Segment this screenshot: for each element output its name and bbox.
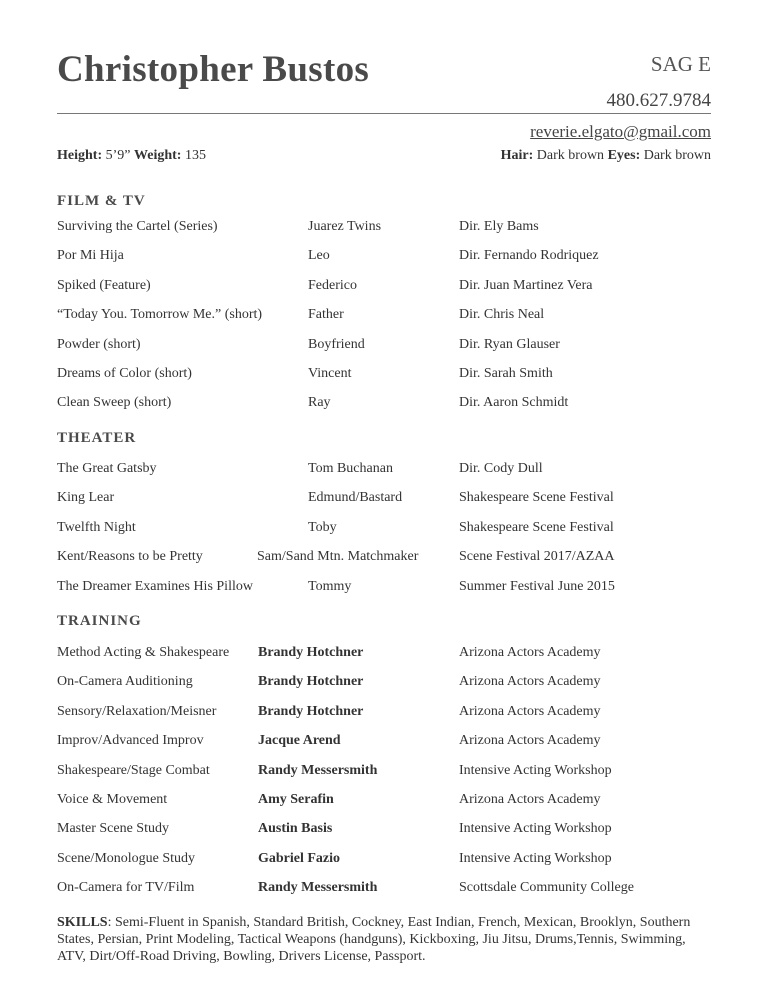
training-row [57, 704, 717, 733]
training-row [57, 851, 717, 880]
film-tv-row [57, 219, 717, 248]
course: Method Acting & Shakespeare [57, 645, 230, 660]
role: Ray [308, 395, 331, 411]
director: Dir. Juan Martinez Vera [459, 277, 593, 293]
training-row [57, 792, 717, 821]
venue: Shakespeare Scene Festival [459, 519, 614, 535]
school: Arizona Actors Academy [459, 733, 601, 749]
venue: Dir. Cody Dull [459, 461, 543, 476]
role: Edmund/Bastard [308, 490, 403, 506]
hair-eyes [501, 148, 711, 164]
play-title: Kent/Reasons to be Pretty [57, 549, 203, 565]
skills-label: SKILLS [57, 915, 108, 930]
role: Tom Buchanan [308, 461, 393, 476]
instructor: Gabriel Fazio [258, 850, 341, 866]
training-row [57, 645, 717, 674]
height-weight [57, 148, 206, 164]
project-title: Spiked (Feature) [57, 277, 151, 293]
role: Father [308, 307, 344, 323]
school: Scottsdale Community College [459, 880, 634, 896]
hair-value: Dark brown [536, 148, 605, 163]
union-status: SAG E [650, 52, 711, 76]
training-list [57, 645, 717, 910]
training-row [57, 733, 717, 762]
training-heading: TRAINING [57, 613, 142, 629]
course: Sensory/Relaxation/Meisner [57, 703, 217, 719]
course: On-Camera for TV/Film [57, 880, 195, 896]
weight-label: Weight: [134, 148, 182, 163]
eyes-value: Dark brown [643, 148, 711, 163]
email-link[interactable]: reverie.elgato@gmail.com [530, 122, 711, 141]
phone-number: 480.627.9784 [606, 90, 711, 111]
training-row [57, 763, 717, 792]
school: Arizona Actors Academy [459, 674, 601, 690]
project-title: Por Mi Hija [57, 248, 124, 264]
height-value: 5’9” [105, 148, 131, 163]
director: Dir. Ryan Glauser [459, 336, 560, 352]
school: Intensive Acting Workshop [459, 762, 612, 778]
theater-row [57, 490, 717, 519]
instructor: Austin Basis [258, 821, 333, 837]
role: Boyfriend [308, 336, 365, 352]
height-label: Height: [57, 148, 103, 163]
course: Master Scene Study [57, 821, 169, 837]
director: Dir. Aaron Schmidt [459, 395, 569, 411]
instructor: Brandy Hotchner [258, 703, 364, 719]
role: Toby [308, 519, 337, 535]
training-row [57, 880, 717, 909]
project-title: “Today You. Tomorrow Me.” (short) [57, 307, 263, 323]
theater-list [57, 461, 717, 608]
film-tv-row [57, 337, 717, 366]
course: Scene/Monologue Study [57, 850, 196, 866]
project-title: Powder (short) [57, 336, 141, 352]
school: Arizona Actors Academy [459, 703, 601, 719]
eyes-label: Eyes: [607, 148, 641, 163]
course: Shakespeare/Stage Combat [57, 762, 210, 778]
theater-row [57, 520, 717, 549]
instructor: Jacque Arend [258, 733, 341, 749]
play-title: The Dreamer Examines His Pillow [57, 578, 253, 594]
school: Intensive Acting Workshop [459, 821, 612, 837]
role: Tommy [308, 578, 352, 594]
project-title: Clean Sweep (short) [57, 395, 172, 411]
header-divider [57, 113, 711, 114]
role: Vincent [308, 365, 352, 381]
venue: Scene Festival 2017/AZAA [459, 549, 615, 565]
film-tv-row [57, 278, 717, 307]
instructor: Randy Messersmith [258, 880, 378, 896]
weight-value: 135 [184, 148, 206, 163]
director: Dir. Chris Neal [459, 307, 545, 323]
play-title: Twelfth Night [57, 519, 136, 535]
hair-label: Hair: [500, 148, 534, 163]
instructor: Brandy Hotchner [258, 674, 364, 690]
instructor: Amy Serafin [258, 791, 334, 807]
theater-row [57, 579, 717, 608]
instructor: Brandy Hotchner [258, 645, 364, 660]
film-tv-list [57, 219, 717, 425]
instructor: Randy Messersmith [258, 762, 378, 778]
course: Improv/Advanced Improv [57, 733, 204, 749]
course: Voice & Movement [57, 791, 168, 807]
school: Arizona Actors Academy [459, 645, 601, 660]
actor-name: Christopher Bustos [57, 49, 370, 90]
training-row [57, 821, 717, 850]
venue: Shakespeare Scene Festival [459, 490, 614, 506]
training-row [57, 674, 717, 703]
project-title: Surviving the Cartel (Series) [57, 219, 218, 234]
film-tv-row [57, 395, 717, 424]
skills-text: : Semi-Fluent in Spanish, Standard British, Cockney, East Indian, French, Mexican, Brooklyn, Southern States, Persian, Print Modeling, Tactical Weapons (handguns), Kickboxing, Jiu Jitsu, Drums,Tennis, Swimming, ATV, Dirt/Off-Road Driving, Bowling, Drivers License, Passport. [57, 915, 691, 964]
school: Intensive Acting Workshop [459, 850, 612, 866]
role: Leo [308, 248, 330, 264]
play-title: The Great Gatsby [57, 461, 157, 476]
school: Arizona Actors Academy [459, 791, 601, 807]
theater-row [57, 549, 717, 578]
play-title: King Lear [57, 490, 115, 506]
theater-row [57, 461, 717, 490]
film-tv-heading: FILM & TV [57, 193, 146, 209]
film-tv-row [57, 248, 717, 277]
venue: Summer Festival June 2015 [459, 578, 615, 594]
role: Sam/Sand Mtn. Matchmaker [257, 549, 419, 565]
project-title: Dreams of Color (short) [57, 365, 192, 381]
film-tv-row [57, 366, 717, 395]
director: Dir. Ely Bams [459, 219, 539, 234]
director: Dir. Sarah Smith [459, 365, 553, 381]
role: Federico [308, 277, 357, 293]
director: Dir. Fernando Rodriquez [459, 248, 599, 264]
role: Juarez Twins [308, 219, 382, 234]
course: On-Camera Auditioning [57, 674, 193, 690]
theater-heading: THEATER [57, 430, 137, 446]
film-tv-row [57, 307, 717, 336]
skills-paragraph [57, 914, 717, 965]
